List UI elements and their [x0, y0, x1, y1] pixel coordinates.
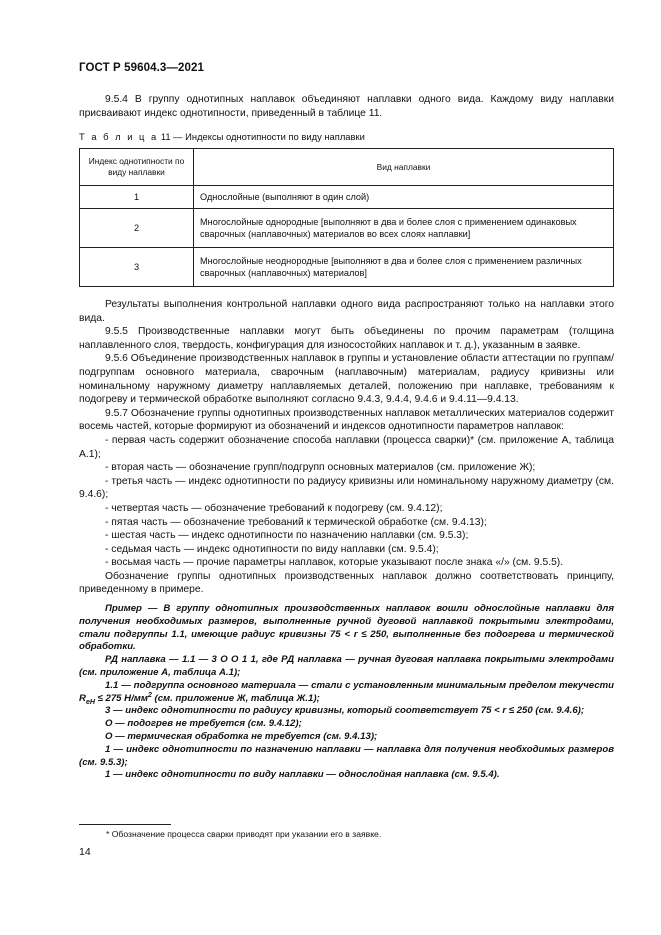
table-cell-desc: Многослойные однородные [выполняют в два и более слоя с применением одинаковых сварочных (наплавочных) материалов во всех слоях наплавки]	[194, 209, 614, 248]
example-code-line: РД наплавка — 1.1 — 3 О О 1 1, где РД наплавка — ручная дуговая наплавка покрытыми электродами (см. приложение А, таблица А.1);	[79, 654, 614, 679]
list-item-part-3: - третья часть — индекс однотипности по радиусу кривизны или номинальному наружному диаметру (см. 9.4.6);	[79, 475, 614, 501]
paragraph-results: Результаты выполнения контрольной наплавки одного вида распространяют только на наплавки этого вида.	[79, 299, 614, 324]
paragraph-designation: Обозначение группы однотипных производственных наплавок должно соответствовать принципу, приведенному в примере.	[79, 570, 614, 596]
example-line-heat-treatment: О — термическая обработка не требуется (см. 9.4.13);	[105, 731, 378, 743]
list-item-part-8: - восьмая часть — прочие параметры наплавок, которые указывают после знака «/» (см. 9.5.5).	[105, 557, 564, 569]
example-line-material: 1.1 — подгруппа основного материала — стали с установленным минимальным пределом текучести $R_{eH} \le 275$ $Н/мм^2$ (см. приложение Ж, таблица Ж.1);	[79, 679, 614, 706]
example-block	[79, 603, 614, 782]
example-line-preheat: О — подогрев не требуется (см. 9.4.12);	[105, 718, 302, 730]
list-item-part-5: - пятая часть — обозначение требований к термической обработке (см. 9.4.13);	[105, 516, 487, 528]
paragraph-9-5-7: 9.5.7 Обозначение группы однотипных производственных наплавок металлических материалов содержит восемь частей, которые формируют из обозначений и индексов однотипности параметров наплавок:	[79, 407, 614, 433]
table-cell-index: 3	[80, 248, 194, 287]
page-number: 14	[79, 846, 91, 858]
intro-section	[79, 93, 614, 120]
list-item-part-4: - четвертая часть — обозначение требований к подогреву (см. 9.4.12);	[105, 502, 443, 514]
list-item-part-6: - шестая часть — индекс однотипности по назначению наплавки (см. 9.5.3);	[105, 530, 469, 542]
list-item-part-1: - первая часть содержит обозначение способа наплавки (процесса сварки)* (см. приложение А, таблица А.1);	[79, 434, 614, 460]
footnote: * Обозначение процесса сварки приводят при указании его в заявке.	[106, 829, 382, 839]
table-header-type: Вид наплавки	[194, 149, 614, 186]
example-line-purpose: 1 — индекс однотипности по назначению наплавки — наплавка для получения необходимых размеров (см. 9.5.3);	[79, 743, 614, 768]
table-header-index: Индекс однотипности по виду наплавки	[80, 149, 194, 186]
table-cell-desc: Однослойные (выполняют в один слой)	[194, 186, 614, 209]
footnote-divider	[79, 824, 171, 825]
table-cell-index: 2	[80, 209, 194, 248]
example-line-radius: 3 — индекс однотипности по радиусу кривизны, который соответствует 75 < r ≤ 250 (см. 9.4.6);	[105, 705, 585, 717]
standard-header: ГОСТ Р 59604.3—2021	[79, 62, 204, 74]
example-lead: Пример — В группу однотипных производственных наплавок вошли однослойные наплавки для получения необходимых размеров, выполненные ручной дуговой наплавкой покрытыми электродами, стали подгруппы 1.1, имеющие радиус кривизны 75 < r ≤ 250, выполненные без подогрева и термической обработки.	[79, 603, 614, 653]
index-table	[79, 148, 614, 287]
paragraph-9-5-4: 9.5.4 В группу однотипных наплавок объединяют наплавки одного вида. Каждому виду наплавки присваивают индекс однотипности, приведенный в таблице 11.	[79, 94, 614, 119]
paragraph-9-5-6: 9.5.6 Объединение производственных наплавок в группы и установление области аттестации по группам/подгруппам основного материала, сварочным (наплавочным) материалам, радиусу кривизны или номинальному наружному диаметру наплавляемых деталей, положению при наплавке, требованиям к подогреву и термической обработке выполняют согласно 9.4.3, 9.4.4, 9.4.6 и 9.4.11—9.4.13.	[79, 353, 614, 406]
list-item-part-7: - седьмая часть — индекс однотипности по виду наплавки (см. 9.5.4);	[105, 543, 439, 555]
table-row	[80, 186, 614, 209]
table-row	[80, 209, 614, 248]
paragraph-9-5-5: 9.5.5 Производственные наплавки могут быть объединены по прочим параметрам (толщина наплавленного слоя, твердость, конфигурация для износостойких наплавок и т. д.), указанным в заявке.	[79, 326, 614, 351]
list-item-part-2: - вторая часть — обозначение групп/подгрупп основных материалов (см. приложение Ж);	[105, 462, 536, 474]
table-caption-prefix: Т а б л и ц а	[79, 131, 159, 142]
table-cell-index: 1	[80, 186, 194, 209]
table-caption	[79, 131, 365, 142]
main-text	[79, 298, 614, 782]
table-cell-desc: Многослойные неоднородные [выполняют в два и более слоя с применением различных сварочных (наплавочных) материалов]	[194, 248, 614, 287]
table-caption-text: 11 — Индексы однотипности по виду наплавки	[160, 131, 365, 142]
example-line-type: 1 — индекс однотипности по виду наплавки — однослойная наплавка (см. 9.5.4).	[105, 769, 500, 781]
table-header-row	[80, 149, 614, 186]
table-row	[80, 248, 614, 287]
